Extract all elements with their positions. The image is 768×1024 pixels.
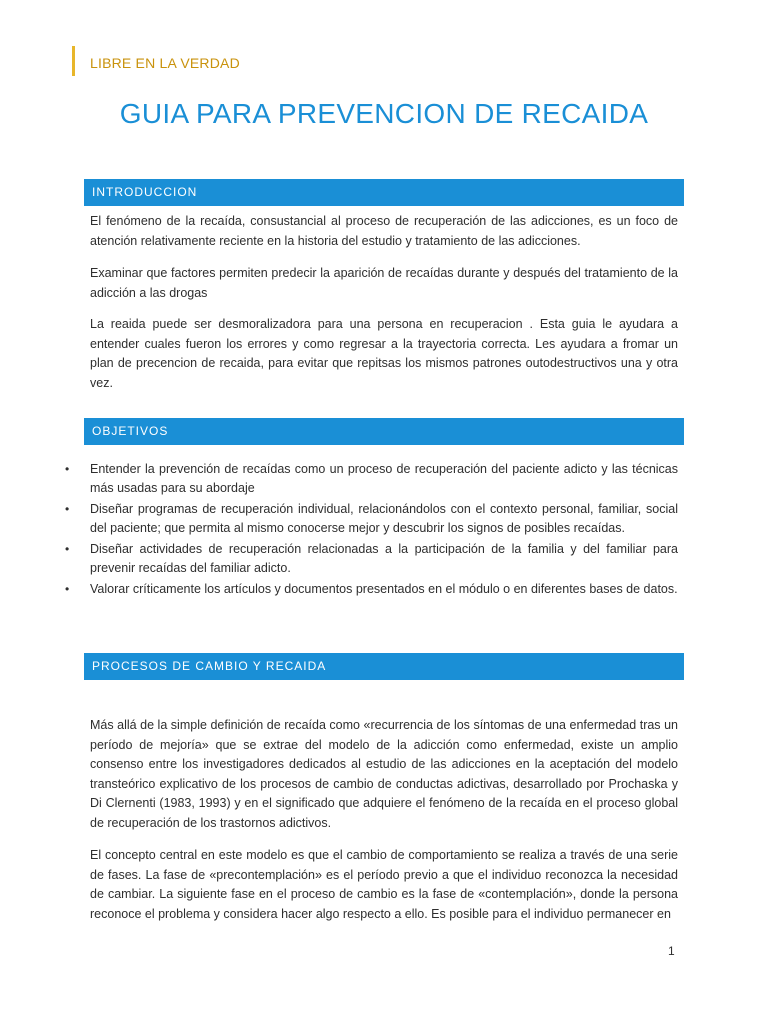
bullet-icon: •: [65, 502, 70, 516]
intro-paragraph-3: La reaida puede ser desmoralizadora para una persona en recuperacion . Esta guia le ayudara a entender cuales fueron los errores y como regresar a la trayectoria correcta. Les ayudara a fromar un plan de precencion de recaida, para evitar que repitsas los mismos patrones outodestructivos una y otra vez.: [90, 317, 678, 390]
list-item-text: Entender la prevención de recaídas como un proceso de recuperación del paciente adicto y las técnicas más usadas para su abordaje: [90, 462, 678, 495]
document-header: LIBRE EN LA VERDAD: [90, 55, 240, 71]
bullet-icon: •: [65, 542, 70, 556]
list-item: [62, 500, 678, 538]
list-item-text: Valorar críticamente los artículos y documentos presentados en el módulo o en diferentes bases de datos.: [90, 582, 678, 596]
list-item: [62, 460, 678, 498]
section-heading-introduccion: INTRODUCCION: [84, 179, 684, 206]
intro-paragraph-1: El fenómeno de la recaída, consustancial al proceso de recuperación de las adicciones, es un foco de atención relativamente reciente en la historia del estudio y tratamiento de las adicciones.: [90, 214, 678, 248]
section-heading-objetivos: OBJETIVOS: [84, 418, 684, 445]
header-accent-bar: [72, 46, 75, 76]
bullet-icon: •: [65, 582, 70, 596]
page-title: GUIA PARA PREVENCION DE RECAIDA: [119, 98, 649, 129]
procesos-paragraph-1: Más allá de la simple definición de recaída como «recurrencia de los síntomas de una enfermedad tras un período de mejoría» que se extrae del modelo de la adicción como enfermedad, existe un amplio consenso entre los investigadores dedicados al estudio de las adicciones en la aceptación del modelo transteórico explicativo de los procesos de cambio de conductas adictivas, desarrollado por Prochaska y Di Clernenti (1983, 1993) y en el significado que adquiere el fenómeno de la recaída en el proceso global de recuperación de los trastornos adictivos.: [90, 718, 678, 830]
procesos-paragraph-2: El concepto central en este modelo es que el cambio de comportamiento se realiza a través de una serie de fases. La fase de «precontemplación» es el período previo a que el individuo reconozca la necesidad de cambiar. La siguiente fase en el proceso de cambio es la fase de «contemplación», donde la persona reconoce el problema y considera hacer algo respecto a ello. Es posible para el individuo permanecer en: [90, 848, 678, 921]
intro-paragraph-2: Examinar que factores permiten predecir la aparición de recaídas durante y después del tratamiento de la adicción a las drogas: [90, 266, 678, 300]
list-item: [62, 580, 678, 599]
page-number: 1: [668, 944, 675, 958]
list-item: [62, 540, 678, 578]
section-heading-procesos: PROCESOS DE CAMBIO Y RECAIDA: [84, 653, 684, 680]
objetivos-list: [62, 460, 678, 601]
bullet-icon: •: [65, 462, 70, 476]
list-item-text: Diseñar actividades de recuperación relacionadas a la participación de la familia y del familiar para prevenir recaídas del familiar adicto.: [90, 542, 678, 575]
list-item-text: Diseñar programas de recuperación individual, relacionándolos con el contexto personal, familiar, social del paciente; que permita al mismo conocerse mejor y descubrir los signos de posibles recaídas.: [90, 502, 678, 535]
